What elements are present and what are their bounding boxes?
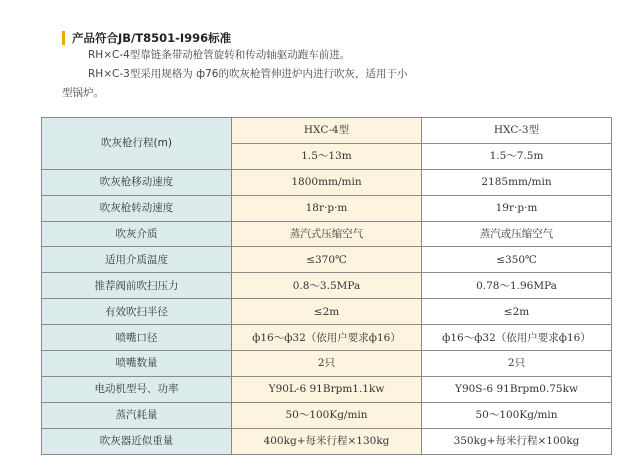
description-paragraph-1: RH×C-4型靠链条带动枪管旋转和传动轴驱动跑车前进。 [88,49,351,61]
row-value-1-cell: 2只 [232,351,422,377]
section-heading: 产品符合JB/T8501-I996标准 [62,31,231,45]
row-value-1-cell: Y90L-6 91Brpm1.1kw [232,376,422,402]
row-value-1-cell: 18r·p·m [232,195,422,221]
row-value-2-cell: ≤2m [422,299,612,325]
table-row [42,195,612,221]
row-label-cell: 吹灰介质 [42,221,232,247]
row-value-2-cell: Y90S-6 91Brpm0.75kw [422,376,612,402]
description-paragraph-2: RH×C-3型采用规格为 ф76的吹灰枪管伸进炉内进行吹灰，适用于小型锅炉。 [62,68,408,99]
row-value-2-cell: 2只 [422,351,612,377]
row-label-cell: 吹灰器近似重量 [42,428,232,454]
table-row [42,221,612,247]
spec-table [41,117,612,455]
row-value-1-cell: 400kg+每米行程×130kg [232,428,422,454]
row-value-1-cell: 0.8～3.5MPa [232,273,422,299]
table-row [42,351,612,377]
row-label-cell: 喷嘴数量 [42,351,232,377]
row-value-2-cell: 2185mm/min [422,169,612,195]
row-value-2-cell: 350kg+每米行程×100kg [422,428,612,454]
table-row [42,376,612,402]
row-label-cell: 推荐阀前吹扫压力 [42,273,232,299]
row-value-2-cell: 19r·p·m [422,195,612,221]
row-value-1-cell: ≤2m [232,299,422,325]
travel-label-cell: 吹灰枪行程(m) [42,118,232,170]
table-row-model [42,118,612,144]
row-value-1-cell: 50～100Kg/min [232,402,422,428]
row-label-cell: 吹灰枪移动速度 [42,169,232,195]
row-value-2-cell: ф16～ф32（依用户要求ф16） [422,325,612,351]
row-label-cell: 吹灰枪转动速度 [42,195,232,221]
row-value-1-cell: ≤370℃ [232,247,422,273]
row-value-2-cell: ≤350℃ [422,247,612,273]
table-row [42,247,612,273]
table-row [42,402,612,428]
row-label-cell: 适用介质温度 [42,247,232,273]
table-row [42,169,612,195]
row-value-1-cell: ф16～ф32（依用户要求ф16） [232,325,422,351]
row-label-cell: 电动机型号、功率 [42,376,232,402]
table-row [42,428,612,454]
travel-1-cell: 1.5～13m [232,143,422,169]
table-row [42,273,612,299]
model-2-cell: HXC-3型 [422,118,612,144]
table-row [42,325,612,351]
row-value-1-cell: 1800mm/min [232,169,422,195]
travel-2-cell: 1.5～7.5m [422,143,612,169]
row-label-cell: 蒸汽耗量 [42,402,232,428]
row-label-cell: 有效吹扫半径 [42,299,232,325]
row-value-2-cell: 0.78～1.96MPa [422,273,612,299]
row-label-cell: 喷嘴口径 [42,325,232,351]
table-row [42,299,612,325]
row-value-2-cell: 蒸汽或压缩空气 [422,221,612,247]
model-1-cell: HXC-4型 [232,118,422,144]
row-value-1-cell: 蒸汽式压缩空气 [232,221,422,247]
row-value-2-cell: 50～100Kg/min [422,402,612,428]
